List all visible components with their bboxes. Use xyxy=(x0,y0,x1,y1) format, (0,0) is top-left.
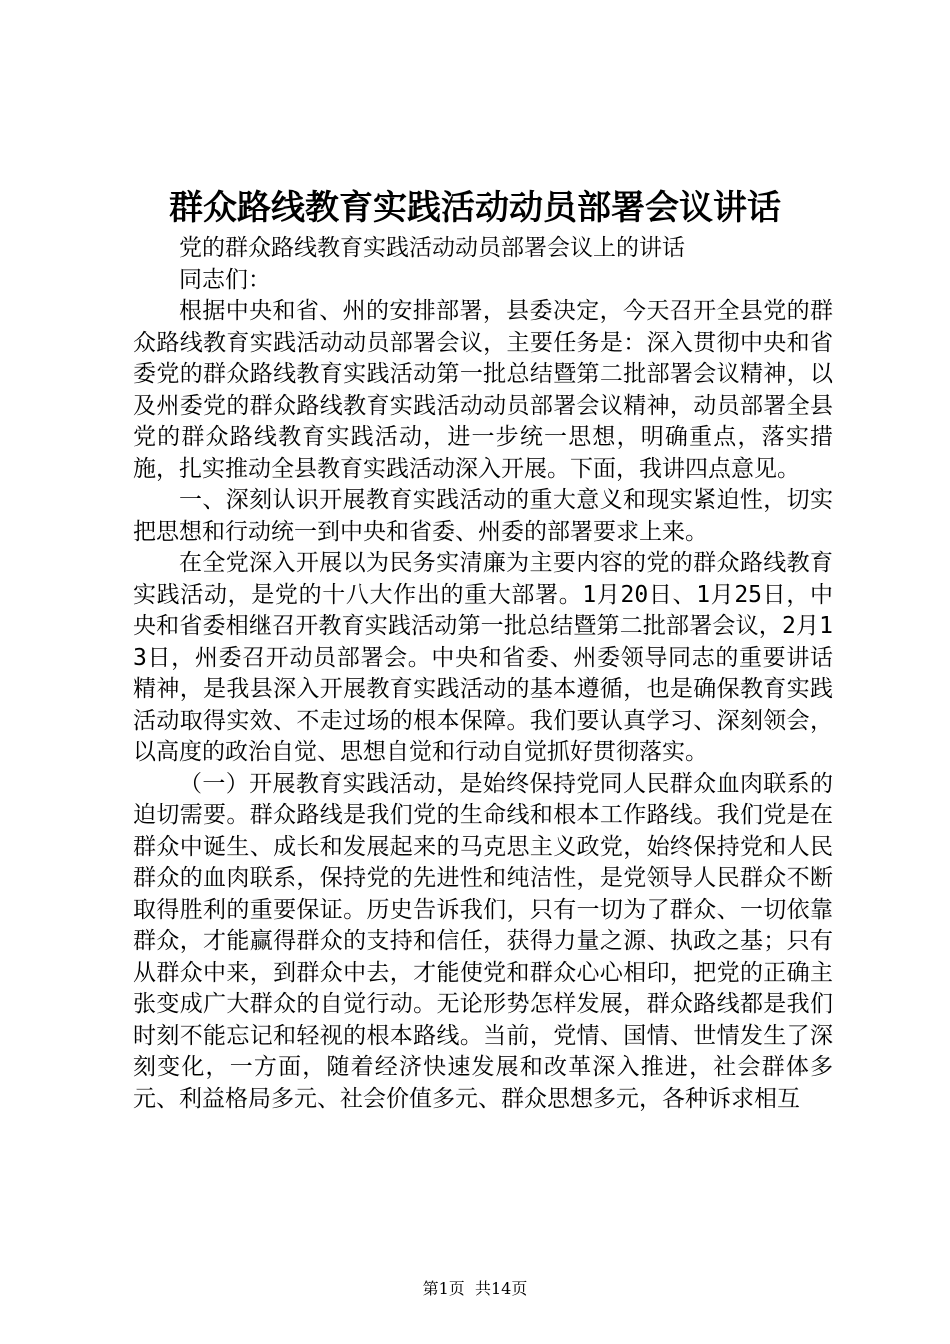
paragraph-section-one-heading: 一、深刻认识开展教育实践活动的重大意义和现实紧迫性，切实把思想和行动统一到中央和省委、州委的部署要求上来。 xyxy=(133,487,833,545)
paragraph-intro: 根据中央和省、州的安排部署，县委决定，今天召开全县党的群众路线教育实践活动动员部署会议，主要任务是：深入贯彻中央和省委党的群众路线教育实践活动第一批总结暨第二批部署会议精神，以及州委党的群众路线教育实践活动动员部署会议精神，动员部署全县党的群众路线教育实践活动，进一步统一思想，明确重点，落实措施，扎实推动全县教育实践活动深入开展。下面，我讲四点意见。 xyxy=(133,298,833,482)
paragraph-subtitle: 党的群众路线教育实践活动动员部署会议上的讲话 xyxy=(179,235,685,261)
page-number: 第1页 xyxy=(422,1279,465,1298)
paragraph-subsection-one: （一）开展教育实践活动，是始终保持党同人民群众血肉联系的迫切需要。群众路线是我们党的生命线和根本工作路线。我们党是在群众中诞生、成长和发展起来的马克思主义政党，始终保持党和人民群众的血肉联系，保持党的先进性和纯洁性，是党领导人民群众不断取得胜利的重要保证。历史告诉我们，只有一切为了群众、一切依靠群众，才能赢得群众的支持和信任，获得力量之源、执政之基；只有从群众中来，到群众中去，才能使党和群众心心相印，把党的正确主张变成广大群众的自觉行动。无论形势怎样发展，群众路线都是我们时刻不能忘记和轻视的根本路线。当前，党情、国情、世情发生了深刻变化，一方面，随着经济快速发展和改革深入推进，社会群体多元、利益格局多元、社会价值多元、群众思想多元，各种诉求相互 xyxy=(133,770,833,1112)
paragraph-body: 在全党深入开展以为民务实清廉为主要内容的党的群众路线教育实践活动，是党的十八大作出的重大部署。1月20日、1月25日，中央和省委相继召开教育实践活动第一批总结暨第二批部署会议，2月13日，州委召开动员部署会。中央和省委、州委领导同志的重要讲话精神，是我县深入开展教育实践活动的基本遵循，也是确保教育实践活动取得实效、不走过场的根本保障。我们要认真学习、深刻领会，以高度的政治自觉、思想自觉和行动自觉抓好贯彻落实。 xyxy=(133,550,833,765)
page-footer xyxy=(0,1278,950,1300)
document-title: 群众路线教育实践活动动员部署会议讲话 xyxy=(169,188,781,228)
page-total: 共14页 xyxy=(474,1279,528,1298)
paragraph-salutation: 同志们： xyxy=(179,266,271,293)
document-body xyxy=(133,233,833,1115)
